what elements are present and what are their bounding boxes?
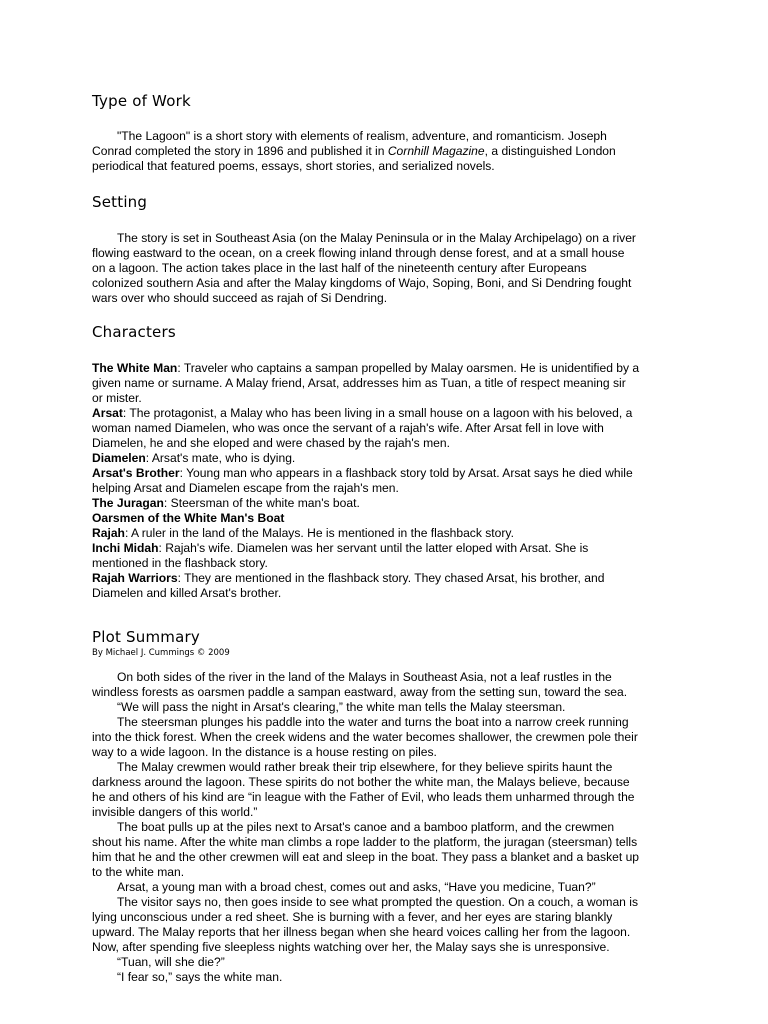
- text-run: , a distinguished London: [484, 144, 616, 158]
- text-run: : Young man who appears in a flashback story told by Arsat. Arsat says he died while: [179, 466, 633, 480]
- text-line: “I fear so,” says the white man.: [117, 970, 283, 984]
- text-line: Now, after spending five sleepless nights watching over her, the Malay says she is unresponsive.: [92, 940, 610, 954]
- text-line: The boat pulls up at the piles next to Arsat's canoe and a bamboo platform, and the crewmen: [117, 820, 615, 834]
- text-run: : Traveler who captains a sampan propelled by Malay oarsmen. He is unidentified by a: [177, 361, 640, 375]
- character-name: Arsat: [92, 406, 123, 420]
- heading-characters: Characters: [92, 323, 176, 341]
- text-line: flowing eastward to the ocean, on a creek flowing inland through dense forest, and at a small house: [92, 246, 625, 260]
- text-line: [92, 541, 692, 556]
- text-line: [92, 526, 692, 541]
- text-line: On both sides of the river in the land of the Malays in Southeast Asia, not a leaf rustles in the: [117, 670, 612, 684]
- text-line: he and others of his kind are “in league with the Father of Evil, who leads them unharmed through the: [92, 790, 635, 804]
- character-name: The White Man: [92, 361, 178, 375]
- text-line: shout his name. After the white man climbs a rope ladder to the platform, the juragan (steersman) tells: [92, 835, 638, 849]
- text-line: mentioned in the flashback story.: [92, 556, 268, 570]
- text-line: The visitor says no, then goes inside to see what prompted the question. On a couch, a woman is: [117, 895, 638, 909]
- character-name: Rajah: [92, 526, 125, 540]
- text-line: Diamelen, he and she eloped and were chased by the rajah's men.: [92, 436, 450, 450]
- text-line: [92, 451, 692, 466]
- text-line: helping Arsat and Diamelen escape from the rajah's men.: [92, 481, 399, 495]
- text-line: windless forests as oarsmen paddle a sampan eastward, away from the setting sun, toward the sea.: [92, 685, 628, 699]
- text-run: : The protagonist, a Malay who has been living in a small house on a lagoon with his beloved, a: [122, 406, 633, 420]
- character-entry: [92, 541, 692, 571]
- character-entry: [92, 511, 692, 526]
- italic-title: Cornhill Magazine: [387, 144, 485, 158]
- text-line: way to a wide lagoon. In the distance is a house resting on piles.: [92, 745, 437, 759]
- text-line: darkness around the lagoon. These spirits do not bother the white man, the Malays believe, because: [92, 775, 630, 789]
- text-line: to the white man.: [92, 865, 185, 879]
- text-line: Diamelen and killed Arsat's brother.: [92, 586, 282, 600]
- text-line: periodical that featured poems, essays, short stories, and serialized novels.: [92, 159, 495, 173]
- text-run: Conrad completed the story in 1896 and published it in: [92, 144, 388, 158]
- character-name: Inchi Midah: [92, 541, 159, 555]
- text-line: given name or surname. A Malay friend, Arsat, addresses him as Tuan, a title of respect meaning sir: [92, 376, 626, 390]
- character-name: Rajah Warriors: [92, 571, 178, 585]
- character-entry: [92, 496, 692, 511]
- character-entry: [92, 406, 692, 451]
- text-line: [92, 406, 692, 421]
- character-name: Diamelen: [92, 451, 146, 465]
- text-line: into the thick forest. When the creek widens and the water becomes shallower, the crewmen pole their: [92, 730, 638, 744]
- character-entry: [92, 451, 692, 466]
- text-run: : A ruler in the land of the Malays. He is mentioned in the flashback story.: [124, 526, 514, 540]
- text-line: woman named Diamelen, who was once the servant of a rajah's wife. After Arsat fell in love with: [92, 421, 604, 435]
- text-line: “We will pass the night in Arsat's clearing,” the white man tells the Malay steersman.: [117, 700, 566, 714]
- text-run: : Steersman of the white man's boat.: [163, 496, 360, 510]
- text-line: Arsat, a young man with a broad chest, comes out and asks, “Have you medicine, Tuan?”: [117, 880, 596, 894]
- text-line: or mister.: [92, 391, 142, 405]
- byline: By Michael J. Cummings © 2009: [92, 648, 230, 658]
- text-line: The story is set in Southeast Asia (on the Malay Peninsula or in the Malay Archipelago) on a river: [117, 231, 636, 245]
- character-entry: [92, 526, 692, 541]
- plot-summary-text: [92, 670, 692, 985]
- setting-paragraph: [92, 231, 692, 306]
- text-line: [92, 361, 692, 376]
- text-line: [92, 571, 692, 586]
- text-run: : Rajah's wife. Diamelen was her servant until the latter eloped with Arsat. She is: [158, 541, 589, 555]
- text-line: on a lagoon. The action takes place in the last half of the nineteenth century after Europeans: [92, 261, 587, 275]
- text-line: [92, 466, 692, 481]
- text-line: wars over who should succeed as rajah of Si Dendring.: [92, 291, 388, 305]
- character-entry: [92, 466, 692, 496]
- heading-setting: Setting: [92, 193, 148, 211]
- text-line: [92, 144, 692, 159]
- text-line: The steersman plunges his paddle into the water and turns the boat into a narrow creek running: [117, 715, 629, 729]
- character-name: The Juragan: [92, 496, 164, 510]
- text-line: lying unconscious under a red sheet. She is burning with a fever, and her eyes are staring blankly: [92, 910, 613, 924]
- text-line: [92, 496, 692, 511]
- text-line: [92, 511, 692, 526]
- text-line: colonized southern Asia and after the Malay kingdoms of Wajo, Soping, Boni, and Si Dendring fought: [92, 276, 632, 290]
- text-line: invisible dangers of this world.”: [92, 805, 258, 819]
- heading-plot-summary: Plot Summary: [92, 628, 200, 646]
- text-run: : They are mentioned in the flashback story. They chased Arsat, his brother, and: [177, 571, 605, 585]
- text-line: The Malay crewmen would rather break their trip elsewhere, for they believe spirits haunt the: [117, 760, 613, 774]
- character-entry: [92, 361, 692, 406]
- text-run: : Arsat's mate, who is dying.: [145, 451, 296, 465]
- type-of-work-paragraph: [92, 129, 692, 174]
- characters-list: [92, 361, 692, 601]
- character-entry: [92, 571, 692, 601]
- character-name: Oarsmen of the White Man's Boat: [92, 511, 285, 525]
- text-line: “Tuan, will she die?”: [117, 955, 225, 969]
- text-line: "The Lagoon" is a short story with elements of realism, adventure, and romanticism. Joseph: [117, 129, 607, 143]
- text-line: upward. The Malay reports that her illness began when she heard voices calling her from the lagoon.: [92, 925, 631, 939]
- text-line: him that he and the other crewmen will eat and sleep in the boat. They pass a blanket and a basket up: [92, 850, 640, 864]
- heading-type-of-work: Type of Work: [92, 92, 191, 110]
- character-name: Arsat's Brother: [92, 466, 180, 480]
